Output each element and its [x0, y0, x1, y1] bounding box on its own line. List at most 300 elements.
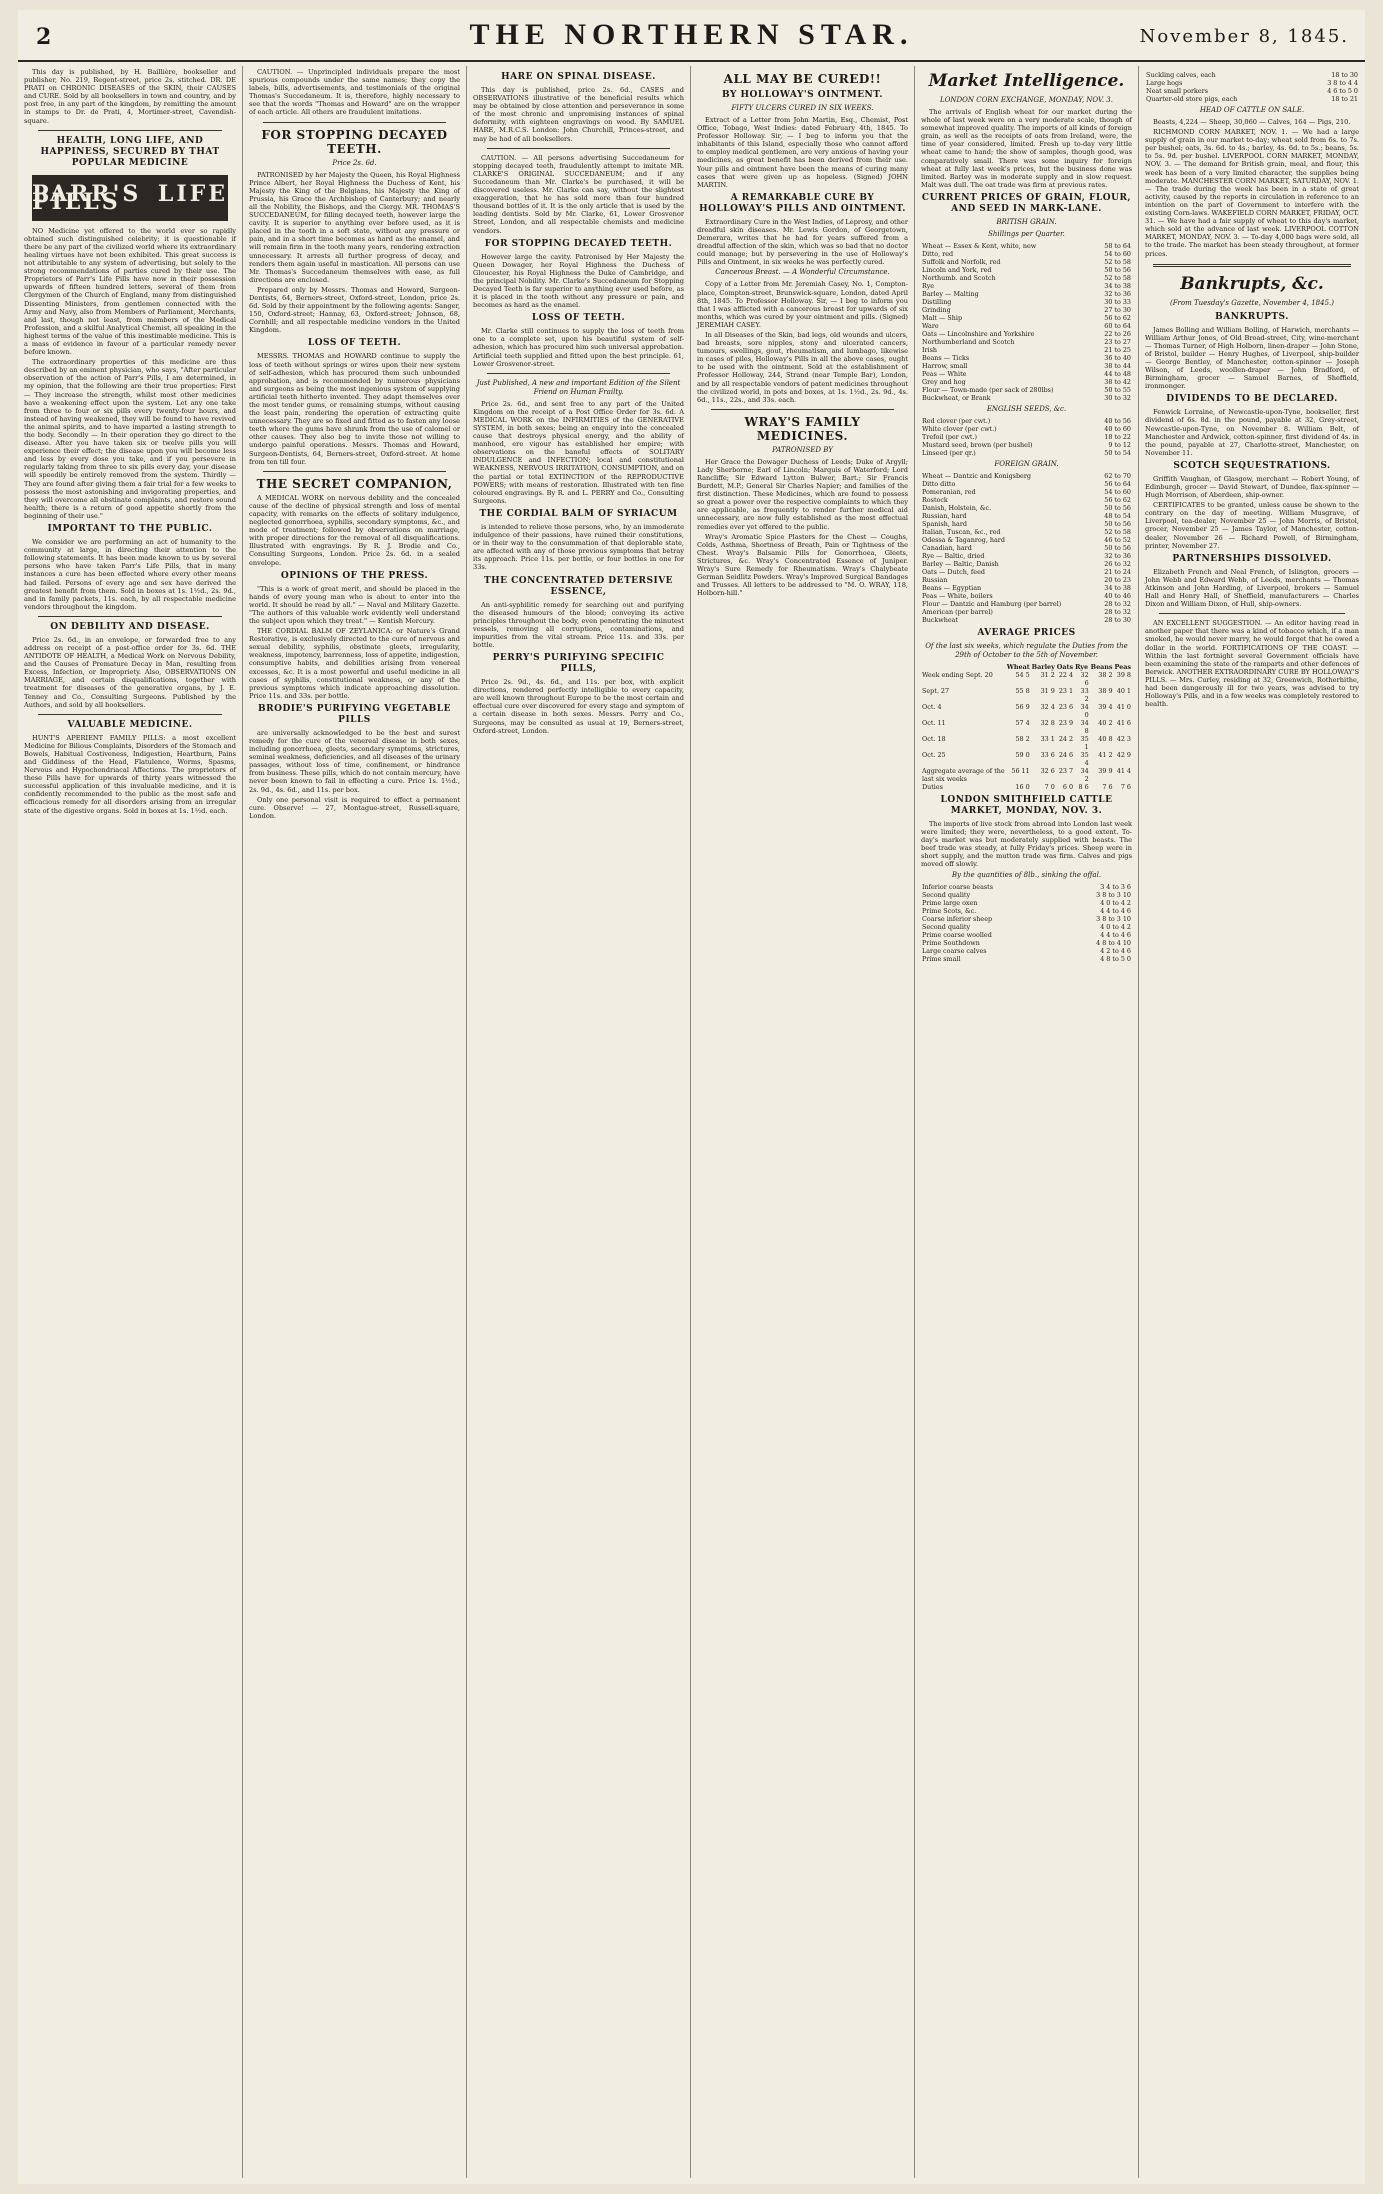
averages-cell: Oct. 18: [922, 734, 946, 743]
price-row: [921, 947, 1132, 955]
price-row: [921, 441, 1132, 449]
price-value: 18 to 30: [1331, 71, 1358, 79]
price-item: Suckling calves, each: [1146, 71, 1216, 79]
averages-cell: 7 6: [1102, 782, 1113, 791]
price-value: 4 8 to 4 10: [1096, 938, 1131, 947]
price-row: [921, 330, 1132, 338]
price-item: American (per barrel): [922, 607, 993, 616]
parr-heading: HEALTH, LONG LIFE, AND HAPPINESS, SECURED BY THAT POPULAR MEDICINE: [40, 135, 220, 168]
averages-cell: 42 3: [1116, 734, 1131, 743]
price-value: 30 to 32: [1104, 393, 1131, 402]
price-item: Buckwheat: [922, 615, 959, 624]
price-row: [921, 939, 1132, 947]
wray-heading: WRAY'S FAMILY MEDICINES.: [744, 414, 861, 443]
price-item: Mustard seed, brown (per bushel): [922, 440, 1033, 449]
seeds-table: [921, 417, 1132, 457]
price-value: 28 to 32: [1104, 607, 1131, 616]
price-value: 27 to 30: [1104, 305, 1131, 314]
holloway-letter-2: Extraordinary Cure in the West Indies, of Leprosy, and other dreadful skin diseases. Mr. Lewis Gordon, of Georgetown, Demerara, writes that he had for years suffered from a dreadful affection of the skin, which was so bad that no doctor could manage; but by persevering in the use of Holloway's Pills and Ointment, in six weeks he was perfectly cured.: [697, 217, 908, 267]
offal-sub: By the quantities of 8lb., sinking the offal.: [951, 870, 1102, 879]
averages-cell: 39 9: [1098, 766, 1113, 775]
averages-cell: 23 6: [1058, 702, 1074, 711]
scotch-list: Griffith Vaughan, of Glasgow, merchant — Robert Young, of Edinburgh, grocer — David Stewart, of Dundee, flax-spinner — Hugh Morrison, of Aberdeen, ship-owner.: [1145, 474, 1359, 500]
price-value: 56 to 62: [1104, 313, 1131, 322]
price-value: 56 to 62: [1104, 495, 1131, 504]
price-value: 21 to 24: [1104, 567, 1131, 576]
column-1: [18, 66, 242, 2178]
averages-cell: 8 6: [1078, 782, 1089, 791]
loss-heading-2: LOSS OF TEETH.: [531, 313, 626, 324]
bankrupts-heading: Bankrupts, &c.: [1180, 273, 1324, 294]
price-value: 58 to 64: [1104, 241, 1131, 250]
price-row: [921, 584, 1132, 592]
divider: [263, 471, 446, 472]
price-value: 28 to 32: [1104, 599, 1131, 608]
averages-cell: 6 0: [1062, 782, 1074, 791]
perry-pills-body: Price 2s. 9d., 4s. 6d., and 11s. per box, with explicit directions, rendered perfectly intelligible to every capacity, are well known throughout Europe to be the most certain and effectual cure ever discovered for every stage and symptom of a certain disease in both sexes. Messrs. Perry and Co., Surgeons, may be consulted as usual at 19, Berners-street, Oxford-street, London.: [473, 678, 684, 735]
divider: [1153, 264, 1351, 267]
parr-body: NO Medicine yet offered to the world ever so rapidly obtained such distinguished celebrity; it is questionable if there be any part of the civilized world where its extraordinary healing virtues have not been exhibited. This great success is not attributable to any system of advertising, but solely to the strong recommendations of parties cured by their use. The Proprietors of Parr's Life Pills have now in their possession upwards of fifteen hundred letters, several of them from Clergymen of the Church of England, many from distinguished Dissenting Ministers, from gentlemen connected with the Army and Navy, also from Members of Parliament, Merchants, and last, though not least, from members of the Medical Profession, and a skilful Analytical Chemist, all speaking in the highest terms of the value of this inestimable medicine. This is a mass of evidence in favour of a particular remedy never before known.: [24, 226, 236, 357]
averages-cell: 32 6: [1040, 766, 1055, 775]
price-row: [921, 425, 1132, 433]
price-item: Wheat — Dantzic and Konigsberg: [922, 471, 1031, 480]
opinions-body: "This is a work of great merit, and should be placed in the hands of every young man who is about to enter into the world. It should be read by all." — Naval and Military Gazette. "The authors of this valuable work evidently well understand the subject upon which they treat." — Kentish Mercury.: [249, 584, 460, 625]
averages-cell: 23 7: [1058, 766, 1074, 775]
perry-pills-heading: PERRY'S PURIFYING SPECIFIC PILLS,: [492, 653, 665, 675]
divider: [38, 616, 222, 617]
averages-col-header: Oats: [1056, 662, 1074, 671]
loss-body: MESSRS. THOMAS and HOWARD continue to supply the loss of teeth without springs or wires upon their new system of self-adhesion, which has procured them such unbounded approbation, and is recommended by numerous physicians and surgeons as being the most ingenious system of supplying artificial teeth hitherto invented. They adapt themselves over the most tender gums, or remaining stumps, without causing the least pain, rendering the operation of extracting quite unnecessary. They are so fixed and fitted as to fasten any loose teeth where the gums have shrunk from the use of calomel or other causes. They also beg to invite those not willing to undergo painful operations. Messrs. Thomas and Howard, Surgeon-Dentists, 64, Berners-street, Oxford-street. At home from ten till four.: [249, 352, 460, 466]
averages-cell: 34 8: [1080, 718, 1089, 735]
corn-report: The arrivals of English wheat for our market during the whole of last week were on a very moderate scale, though of somewhat improved quality. The imports of all kinds of foreign grain, as well as the receipts of oats from Ireland, were, the time of year considered, limited. Fresh up to-day very little wheat came to hand; the show of samples, though good, was comparatively small. There was some inquiry for foreign wheat at fully last week's prices, but the business done was limited. Barley was in moderate supply and in slow request. Malt was dull. The oat trade was firm at previous rates.: [921, 108, 1132, 189]
price-value: 18 to 22: [1104, 432, 1131, 441]
price-row: [921, 955, 1132, 963]
price-row: [921, 592, 1132, 600]
parr-body-2: The extraordinary properties of this medicine are thus described by an eminent physician, who says, "After particular observation of the action of Parr's Pills, I am determined, in my opinion, that the following are their true properties: First — They increase the strength, whilst most other medicines have a weakening effect upon the system. Let any one take from three to four or six pills every twenty-four hours, and instead of having weakened, they will be found to have revived the animal spirits, and to have imparted a lasting strength to the body. Secondly — In their operation they go direct to the disease. After you have taken six or twelve pills you will experience their effect; the disease upon you will become less and less by every dose you take, and if you persevere in regularly taking from three to six pills every day, your disease will speedily be entirely removed from the system. Thirdly — They are found after giving them a fair trial for a few weeks to possess the most astonishing and invigorating properties, and they will overcome all obstinate complaints, and restore sound health; there is a return of good appetite shortly from the beginning of their use.": [24, 358, 236, 520]
averages-cell: 40 1: [1116, 686, 1131, 695]
price-row: [921, 386, 1132, 394]
price-item: Peas — White, boilers: [922, 591, 993, 600]
averages-heading: AVERAGE PRICES: [977, 627, 1076, 638]
price-item: Prime small: [922, 954, 961, 963]
price-item: Prime large oxen: [922, 898, 978, 907]
averages-cell: 34 2: [1080, 766, 1089, 783]
price-value: 3 8 to 4 4: [1327, 79, 1358, 87]
price-value: 40 to 60: [1104, 424, 1131, 433]
cattle-report: The imports of live stock from abroad into London last week were limited; they were, nevertheless, to a good extent. To-day's market was but moderately supplied with beasts. The beef trade was steady, at fully Friday's prices. Sheep were in short supply, and the mutton trade was firm. Calves and pigs moved off slowly.: [921, 819, 1132, 869]
price-row: [921, 528, 1132, 536]
british-grain-table: [921, 242, 1132, 402]
price-row: [1145, 87, 1359, 95]
price-row: [921, 378, 1132, 386]
price-item: Large coarse calves: [922, 946, 987, 955]
bankrupts-sub: BANKRUPTS.: [1215, 311, 1289, 322]
issue-date: November 8, 1845.: [1139, 26, 1349, 47]
averages-cell: 22 4: [1058, 670, 1074, 679]
cattle-heading: LONDON SMITHFIELD CATTLE MARKET, MONDAY, NOV. 3.: [940, 794, 1113, 816]
price-row: [921, 314, 1132, 322]
essence-heading: THE CONCENTRATED DETERSIVE ESSENCE,: [483, 575, 674, 597]
price-item: Rye: [922, 281, 935, 290]
purifying-heading: BRODIE'S PURIFYING VEGETABLE PILLS: [258, 703, 451, 725]
holloway-letter-2-heading: A REMARKABLE CURE BY HOLLOWAY'S PILLS AND OINTMENT.: [699, 192, 906, 214]
price-row: [921, 370, 1132, 378]
divider: [38, 714, 222, 715]
price-row: [921, 608, 1132, 616]
price-value: 56 to 64: [1104, 479, 1131, 488]
price-value: 32 to 36: [1104, 551, 1131, 560]
price-value: 50 to 55: [1104, 385, 1131, 394]
price-row: [921, 923, 1132, 931]
averages-cell: 7 6: [1120, 782, 1131, 791]
secret-companion-heading: THE SECRET COMPANION,: [256, 476, 453, 491]
averages-cell: 34 0: [1080, 702, 1089, 719]
averages-col-header: Rye: [1075, 662, 1089, 671]
averages-col-header: Peas: [1114, 662, 1131, 671]
prices-heading: CURRENT PRICES OF GRAIN, FLOUR, AND SEED IN MARK-LANE.: [921, 192, 1132, 214]
essence-body: An anti-syphilitic remedy for searching out and purifying the diseased humours of the blood; conveying its active principles throughout the body, even penetrating the minutest vessels, removing all corruptions, contaminations, and impurities from the vital stream. Price 11s. and 33s. per bottle.: [473, 600, 684, 649]
partnerships-sub: PARTNERSHIPS DISSOLVED.: [1172, 553, 1332, 564]
price-item: Malt — Ship: [922, 313, 963, 322]
price-value: 34 to 38: [1104, 281, 1131, 290]
price-item: Inferior coarse beasts: [922, 882, 994, 891]
dividends-list: Fenwick Lorraine, of Newcastle-upon-Tyne, bookseller, first dividend of 6s. 8d. in the pound, payable at 32, Grey-street, Newcastle-upon-Tyne, on November 8. William Belt, of Manchester and Ardwick, cotton-spinner, first dividend of 4s. in the pound, payable at 27, Charlotte-street, Manchester, on November 11.: [1145, 408, 1359, 457]
partnerships-list: Elizabeth French and Neal French, of Islington, grocers — John Webb and Edward Webb, of Leeds, merchants — Thomas Atkinson and John Harding, of Liverpool, brokers — Samuel Hall and Henry Hall, of Sheffield, manufacturers — Charles Dixon and William Dixon, of Hull, ship-owners.: [1145, 567, 1359, 609]
price-value: 28 to 30: [1104, 615, 1131, 624]
averages-cell: 39 8: [1116, 670, 1131, 679]
price-item: Neat small porkers: [1146, 87, 1209, 95]
wray-body-2: Wray's Aromatic Spice Plasters for the Chest — Coughs, Colds, Asthma, Shortness of Breath, Pain or Tightness of the Chest. Wray's Balsamic Pills for Gonorrhoea, Gleets, Strictures, &c. Wray's Concentrated Essence of Juniper. Wray's Sure Remedy for Rheumatism. Wray's Chalybeate German Seidlitz Powders. Wray's Improved Surgical Bandages and Trusses. All letters to be addressed to "M. O. WRAY, 118, Holborn-hill.": [697, 532, 908, 598]
col2-footer: Only one personal visit is required to effect a permanent cure. Observe! — 27, Montague-street, Russell-square, London.: [249, 795, 460, 820]
price-value: 54 to 60: [1104, 487, 1131, 496]
price-row: [921, 290, 1132, 298]
wray-sub: PATRONISED BY: [772, 445, 833, 454]
averages-cell: 24 2: [1058, 734, 1074, 743]
price-value: 18 to 21: [1331, 95, 1358, 103]
price-value: 21 to 25: [1104, 345, 1131, 354]
price-value: 46 to 52: [1104, 535, 1131, 544]
price-item: Russian: [922, 575, 948, 584]
price-item: Prime coarse woolled: [922, 930, 992, 939]
averages-col-header: Barley: [1031, 662, 1055, 671]
averages-cell: 7 0: [1044, 782, 1055, 791]
holloway-directions: In all Diseases of the Skin, bad legs, old wounds and ulcers, bad breasts, sore nipples, stony and ulcerated cancers, tumours, swellings, gout, rheumatism, and lumbago, likewise in cases of piles, Holloway's Pills in all the above cases, ought to be used with the ointment. Sold at the establishment of Professor Holloway, 244, Strand (near Temple Bar), London, and by all respectable vendors of patent medicines throughout the civilized world, in pots and boxes, at 1s. 1½d., 2s. 9d., 4s. 6d., 11s., 22s., and 33s. each.: [697, 330, 908, 404]
averages-row: [921, 687, 1132, 703]
price-row: [921, 322, 1132, 330]
price-value: 4 8 to 5 0: [1100, 954, 1131, 963]
averages-table: [921, 663, 1132, 791]
price-value: 36 to 40: [1104, 353, 1131, 362]
price-item: Spanish, hard: [922, 519, 967, 528]
price-value: 20 to 23: [1104, 575, 1131, 584]
stop-body: However large the cavity. Patronised by Her Majesty the Queen Dowager, her Royal Highness the Duchess of Gloucester, his Royal Highness the Duke of Cambridge, and the principal Nobility. Mr. Clarke's Succedaneum for Stopping Decayed Teeth is far superior to anything ever used before, as it is placed in the tooth without any pressure or pain, and becomes as hard as the enamel.: [473, 252, 684, 310]
averages-cell: 41 4: [1116, 766, 1131, 775]
price-item: Large hogs: [1146, 79, 1183, 87]
price-item: Suffolk and Norfolk, red: [922, 257, 1001, 266]
price-item: Harrow, small: [922, 361, 968, 370]
important-heading: IMPORTANT TO THE PUBLIC.: [47, 524, 213, 535]
holloway-letter-3-heading: Cancerous Breast. — A Wonderful Circumstance.: [715, 268, 890, 277]
caution-notice: CAUTION. — Unprincipled individuals prepare the most spurious compounds under the same names; they copy the labels, bills, advertisements, and testimonials of the original Thomas's Succedaneum. It is, therefore, highly necessary to see that the words "Thomas and Howard" are on the wrapper of each article. All others are fraudulent imitations.: [249, 68, 460, 117]
wray-body: Her Grace the Dowager Duchess of Leeds; Duke of Argyll; Lady Sherborne; Earl of Lincoln; Marquis of Waterford; Lord Rancliffe; Sir Edward Lytton Bulwer, Bart.; Sir Francis Burdett, M.P.; General Sir Charles Napier; and families of the first distinction. These Medicines, which are found to possess so great a power over the respective complaints to which they are applicable, as frequently to render further medical aid unnecessary, are now fully established as the most effectual remedies ever yet offered to the public.: [697, 457, 908, 531]
column-4: [690, 66, 914, 2178]
price-row: [921, 560, 1132, 568]
price-item: Lincoln and York, red: [922, 265, 992, 274]
price-row: [921, 306, 1132, 314]
gazette-sub: (From Tuesday's Gazette, November 4, 1845.): [1169, 298, 1335, 307]
averages-cell: 31 9: [1040, 686, 1055, 695]
price-item: Linseed (per qr.): [922, 448, 976, 457]
foreign-grain-table: [921, 472, 1132, 624]
price-item: Flour — Town-made (per sack of 280lbs): [922, 385, 1054, 394]
averages-cell: 40 8: [1098, 734, 1113, 743]
price-item: Prime Southdown: [922, 938, 980, 947]
price-row: [921, 536, 1132, 544]
dividends-sub: DIVIDENDS TO BE DECLARED.: [1166, 394, 1338, 405]
holloway-sub-2: FIFTY ULCERS CURED IN SIX WEEKS.: [731, 104, 874, 112]
prati-advert: This day is published, by H. Baillière, bookseller and publisher, No. 219, Regent-street, price 2s. stitched. DR. DE PRATI on CHRONIC DISEASES of the SKIN, their CAUSES and CURE. Sold by all booksellers in town and country, and by post free, in any part of the kingdom, by remitting the amount in stamps to Dr. de Prati, 4, Mortimer-street, Cavendish-square.: [24, 68, 236, 125]
averages-cell: 32 4: [1040, 702, 1055, 711]
price-item: Ware: [922, 321, 939, 330]
price-value: 50 to 56: [1104, 543, 1131, 552]
price-item: Trefoil (per cwt.): [922, 432, 978, 441]
spinal-body: This day is published, price 2s. 6d., CASES and OBSERVATIONS illustrative of the beneficial results which may be obtained by close attention and perseverance in some of the most chronic and unpromising instances of spinal deformity, with eighteen engravings on wood. By SAMUEL HARE, M.R.C.S. London: John Churchill, Princes-street, and may be had of all booksellers.: [473, 86, 684, 143]
newspaper-title: THE NORTHERN STAR.: [469, 18, 914, 51]
price-value: 50 to 56: [1104, 503, 1131, 512]
averages-row: [921, 703, 1132, 719]
averages-row: [921, 783, 1132, 791]
averages-cell: 35 1: [1080, 734, 1089, 751]
price-item: Danish, Holstein, &c.: [922, 503, 992, 512]
averages-cell: Oct. 25: [922, 750, 946, 759]
price-row: [921, 362, 1132, 370]
averages-cell: 32 6: [1080, 670, 1089, 687]
price-value: 3 8 to 3 10: [1096, 890, 1131, 899]
averages-cell: 24 6: [1058, 750, 1074, 759]
syriacum-heading: THE CORDIAL BALM OF SYRIACUM: [479, 508, 678, 519]
price-row: [921, 298, 1132, 306]
averages-cell: 38 9: [1098, 686, 1113, 695]
price-row: [921, 931, 1132, 939]
averages-cell: Oct. 11: [922, 718, 946, 727]
divider: [38, 130, 222, 131]
cattle-table-cont: [1145, 71, 1359, 103]
just-published: Just Published, A new and important Edition of the Silent Friend on Human Frailty.: [476, 378, 681, 396]
price-value: 32 to 36: [1104, 289, 1131, 298]
price-item: Second quality: [922, 890, 971, 899]
averages-row: [921, 671, 1132, 687]
price-row: [1145, 79, 1359, 87]
averages-sub: Of the last six weeks, which regulate the Duties from the 29th of October to the 5th of November.: [925, 641, 1128, 659]
cordial-body: THE CORDIAL BALM OF ZEYLANICA: or Nature's Grand Restorative, is exclusively directed to the cure of nervous and sexual debility, syphilis, obstinate gleets, irregularity, weakness, impotency, barrenness, loss of appetite, indigestion, consumptive habits, and debilities arising from venereal excesses, &c. It is a most powerful and useful medicine in all cases of syphilis, constitutional weakness, or any of the previous symptoms which indicate approaching dissolution. Price 11s. and 33s. per bottle.: [249, 627, 460, 700]
price-item: Grinding: [922, 305, 951, 314]
corn-exchange-sub: LONDON CORN EXCHANGE, MONDAY, NOV. 3.: [940, 96, 1113, 104]
price-item: White clover (per cwt.): [922, 424, 997, 433]
averages-row: [921, 719, 1132, 735]
price-row: [921, 282, 1132, 290]
averages-cell: 58 2: [1015, 734, 1030, 743]
price-item: Barley — Baltic, Danish: [922, 559, 999, 568]
price-row: [1145, 71, 1359, 79]
averages-cell: 41 0: [1116, 702, 1131, 711]
miscellany: AN EXCELLENT SUGGESTION. — An editor having read in another paper that there was a kind of tobacco which, if a man smoked, he would never marry, he would forget that he owed a dollar in the world. FORTIFICATIONS OF THE COAST. — Within the last fortnight several Government officials have been examining the state of the ramparts and other defences of Berwick. ANOTHER EXTRAORDINARY CURE BY HOLLOWAY'S PILLS. — Mrs. Curley, residing at 32, Greenwich, Rotherhithe, had been dangerously ill for two years, was advised to try Holloway's Pills, and in a few weeks was completely restored to health.: [1145, 619, 1359, 709]
price-row: [921, 512, 1132, 520]
price-item: Flour — Dantzic and Hamburg (per barrel): [922, 599, 1062, 608]
price-item: Irish: [922, 345, 938, 354]
price-row: [921, 346, 1132, 354]
price-item: Northumberland and Scotch: [922, 337, 1015, 346]
averages-cell: Duties: [922, 782, 943, 791]
secret-companion-body: A MEDICAL WORK on nervous debility and the concealed cause of the decline of physical strength and loss of mental capacity, with remarks on the effects of solitary indulgence, neglected gonorrhoea, syphilis, secondary symptoms, &c., and mode of treatment; followed by observations on marriage, with proper directions for the removal of all disqualifications. Illustrated with engravings. By R. J. Brodie and Co., Consulting Surgeons, London. Price 2s. 6d. in a sealed envelope.: [249, 493, 460, 567]
averages-col-header: Beans: [1090, 662, 1113, 671]
price-row: [921, 504, 1132, 512]
divider: [487, 373, 670, 374]
price-value: 4 6 to 5 0: [1327, 87, 1358, 95]
clarke-caution: CAUTION. — All persons advertising Succedaneum for stopping decayed teeth, fraudulently attempt to imitate MR. CLARKE'S ORIGINAL SUCCEDANEUM; and if any Succedaneum than Mr. Clarke's be purchased, it will be discovered useless. Mr. Clarke can say, without the slightest exaggeration, that he has sold more than four hundred thousand bottles of it. It is the only article that is used by the leading dentists. Sold by Mr. Clarke, 61, Lower Grosvenor Street, London, and all respectable chemists and medicine vendors.: [473, 153, 684, 235]
newspaper-page: [18, 10, 1365, 2184]
price-item: Oats — Lincolnshire and Yorkshire: [922, 329, 1035, 338]
price-value: 4 0 to 4 2: [1100, 922, 1131, 931]
price-row: [921, 433, 1132, 441]
averages-cell: 23 9: [1058, 718, 1074, 727]
loss-body-2: Mr. Clarke still continues to supply the loss of teeth from one to a complete set, upon his beautiful system of self-adhesion, which has procured him such universal approbation. Artificial teeth supplied and fitted upon the best principle. 61, Lower Grosvenor-street.: [473, 327, 684, 368]
price-value: 26 to 32: [1104, 559, 1131, 568]
price-value: 62 to 70: [1104, 471, 1131, 480]
bankrupts-list: James Bolling and William Bolling, of Harwich, merchants — William Arthur Jones, of Old Broad-street, City, wine-merchant — Thomas Turner, of High Holborn, linen-draper — John Stone, of Bristol, builder — Henry Hughes, of Liverpool, ship-builder — George Bentley, of Manchester, cotton-spinner — Joseph Wilson, of Leeds, woollen-draper — John Bradford, of Birmingham, grocer — Samuel Barnes, of Sheffield, ironmonger.: [1145, 325, 1359, 391]
averages-col-header: Wheat: [1006, 662, 1030, 671]
teeth-price: Price 2s. 6d.: [332, 158, 377, 167]
loss-heading: LOSS OF TEETH.: [307, 338, 402, 349]
column-5: [914, 66, 1138, 2178]
averages-cell: Aggregate average of the last six weeks: [922, 766, 1005, 783]
column-3: [466, 66, 690, 2178]
averages-cell: 35 4: [1080, 750, 1089, 767]
price-value: 3 4 to 3 6: [1100, 882, 1131, 891]
price-row: [921, 544, 1132, 552]
averages-cell: 32 8: [1040, 718, 1055, 727]
price-value: 54 to 60: [1104, 249, 1131, 258]
holloway-letter-1: Extract of a Letter from John Martin, Esq., Chemist, Post Office, Tobago, West Indies: dated February 4th, 1845. To Professor Holloway. Sir, — I beg to inform you that the inhabitants of this Island, especially those who cannot afford to employ medical gentlemen, are very anxious of having your medicines, as great benefit has been derived from their use. Your pills and ointment have been the means of curing many cases that were given up as hopeless. (Signed) JOHN MARTIN.: [697, 116, 908, 189]
averages-cell: 42 9: [1116, 750, 1131, 759]
price-row: [921, 520, 1132, 528]
price-value: 52 to 58: [1104, 273, 1131, 282]
price-row: [921, 242, 1132, 250]
price-row: [921, 266, 1132, 274]
price-item: Peas — White: [922, 369, 967, 378]
price-row: [921, 274, 1132, 282]
price-row: [921, 899, 1132, 907]
averages-row: [921, 767, 1132, 783]
price-row: [921, 907, 1132, 915]
price-value: 34 to 38: [1104, 583, 1131, 592]
price-value: 23 to 27: [1104, 337, 1131, 346]
price-item: Beans — Egyptian: [922, 583, 982, 592]
valuable-body: HUNT'S APERIENT FAMILY PILLS: a most excellent Medicine for Bilious Complaints, Disorders of the Stomach and Bowels, Habitual Costiveness, Indigestion, Heartburn, Pains and Giddiness of the Head, Flatulence, Worms, Spasms, Nervous and Hypochondriacal Affections. The proprietors of these Pills have for upwards of thirty years witnessed the successful application of this invaluable medicine, and it is confidently recommended to the public as the most safe and efficacious remedy for all disorders arising from an irregular state of the digestive organs. Sold in boxes at 1s. 1½d. each.: [24, 733, 236, 815]
price-value: 44 to 48: [1104, 369, 1131, 378]
price-row: [921, 449, 1132, 457]
price-row: [921, 883, 1132, 891]
price-item: Ditto ditto: [922, 479, 956, 488]
averages-cell: 56 11: [1011, 766, 1030, 775]
price-value: 52 to 58: [1104, 527, 1131, 536]
price-item: Wheat — Essex & Kent, white, new: [922, 241, 1037, 250]
price-value: 52 to 58: [1104, 257, 1131, 266]
price-item: Second quality: [922, 922, 971, 931]
averages-cell: 41 6: [1116, 718, 1131, 727]
price-value: 40 to 46: [1104, 591, 1131, 600]
price-row: [921, 417, 1132, 425]
head-of-cattle: Beasts, 4,224 — Sheep, 30,060 — Calves, 164 — Pigs, 210.: [1153, 118, 1351, 126]
price-item: Ditto, red: [922, 249, 954, 258]
page-number: 2: [36, 24, 52, 50]
stop-heading: FOR STOPPING DECAYED TEETH.: [484, 238, 673, 249]
price-value: 38 to 44: [1104, 361, 1131, 370]
averages-cell: 57 4: [1015, 718, 1030, 727]
price-value: 50 to 56: [1104, 519, 1131, 528]
opinions-heading: OPINIONS OF THE PRESS.: [280, 570, 429, 581]
price-item: Red clover (per cwt.): [922, 416, 991, 425]
averages-cell: 31 2: [1040, 670, 1055, 679]
averages-cell: 56 9: [1015, 702, 1030, 711]
price-value: 4 4 to 4 6: [1100, 930, 1131, 939]
averages-cell: 55 8: [1015, 686, 1030, 695]
spinal-heading: HARE ON SPINAL DISEASE.: [501, 72, 656, 82]
price-row: [921, 915, 1132, 923]
price-header: Shillings per Quarter.: [988, 229, 1065, 238]
price-value: 50 to 56: [1104, 265, 1131, 274]
averages-cell: 54 5: [1015, 670, 1030, 679]
price-row: [921, 354, 1132, 362]
price-item: Canadian, hard: [922, 543, 972, 552]
silent-friend-body: Price 2s. 6d., and sent free to any part of the United Kingdom on the receipt of a Post Office Order for 3s. 6d. A MEDICAL WORK on the INFIRMITIES of the GENERATIVE SYSTEM, in both sexes; being an enquiry into the concealed cause that destroys physical energy, and the ability of manhood, ere vigour has established her empire; with observations on the baneful effects of SOLITARY INDULGENCE and INFECTION; local and constitutional WEAKNESS, NERVOUS IRRITATION, CONSUMPTION, and on the partial or total EXTINCTION of the REPRODUCTIVE POWERS; with means of restoration. Illustrated with ten fine coloured engravings. By R. and L. PERRY and Co., Consulting Surgeons.: [473, 399, 684, 505]
holloway-letter-3: Copy of a Letter from Mr. Jeremiah Casey, No. 1, Compton-place, Compton-street, Brunswick-square, London, dated April 8th, 1845. To Professor Holloway. Sir, — I beg to inform you that I was afflicted with a cancerous breast for upwards of six months, which was cured by your ointment and pills. (Signed) JEREMIAH CASEY.: [697, 280, 908, 329]
price-item: Oats — Dutch, feed: [922, 567, 985, 576]
price-value: 40 to 56: [1104, 416, 1131, 425]
price-row: [921, 576, 1132, 584]
averages-cell: 23 1: [1058, 686, 1074, 695]
price-value: 4 2 to 4 6: [1100, 946, 1131, 955]
price-item: Distilling: [922, 297, 952, 306]
price-item: Grey and hog: [922, 377, 966, 386]
price-row: [921, 616, 1132, 624]
price-row: [921, 338, 1132, 346]
parr-logo-banner: PARR'S LIFE PILLS: [32, 175, 228, 221]
divider: [711, 409, 894, 410]
certificates-list: CERTIFICATES to be granted, unless cause be shown to the contrary on the day of meeting. William Musgrave, of Liverpool, tea-dealer, November 25 — John Morris, of Bristol, grocer, November 25 — James Taylor, of Manchester, cotton-dealer, November 26 — Richard Powell, of Birmingham, printer, November 27.: [1145, 501, 1359, 550]
price-row: [921, 552, 1132, 560]
price-item: Beans — Ticks: [922, 353, 970, 362]
teeth-heading: FOR STOPPING DECAYED TEETH.: [261, 127, 448, 156]
market-heading: Market Intelligence.: [928, 71, 1125, 91]
price-row: [921, 258, 1132, 266]
holloway-heading: ALL MAY BE CURED!!: [723, 72, 882, 86]
price-row: [921, 480, 1132, 488]
divider: [1159, 613, 1345, 614]
averages-cell: 59 0: [1015, 750, 1030, 759]
price-value: 4 0 to 4 2: [1100, 898, 1131, 907]
price-value: 48 to 54: [1104, 511, 1131, 520]
averages-cell: Oct. 4: [922, 702, 942, 711]
divider: [487, 148, 670, 149]
debility-heading: ON DEBILITY AND DISEASE.: [50, 621, 210, 632]
foreign-grain-sub: FOREIGN GRAIN.: [994, 459, 1059, 468]
averages-cell: 39 4: [1098, 702, 1113, 711]
purifying-body: are universally acknowledged to be the best and surest remedy for the cure of the venereal disease in both sexes, including gonorrhoea, gleets, secondary symptoms, strictures, seminal weakness, deficiencies, and all diseases of the urinary passages, without loss of time, confinement, or hindrance from business. These pills, which do not contain mercury, have never been known to fail in effecting a cure. Price 1s. 1½d., 2s. 9d., 4s. 6d., and 11s. per box.: [249, 728, 460, 794]
price-item: Buckwheat, or Brank: [922, 393, 991, 402]
price-row: [1145, 95, 1359, 103]
teeth-agents: Prepared only by Messrs. Thomas and Howard, Surgeon-Dentists, 64, Berners-street, Oxford-street, London, price 2s. 6d. Sold by their appointment by the following agents: Sanger, 150, Oxford-street; Hannay, 63, Oxford-street; Johnson, 68, Cornhill; and all respectable medicine vendors in the United Kingdom.: [249, 285, 460, 335]
price-row: [921, 568, 1132, 576]
